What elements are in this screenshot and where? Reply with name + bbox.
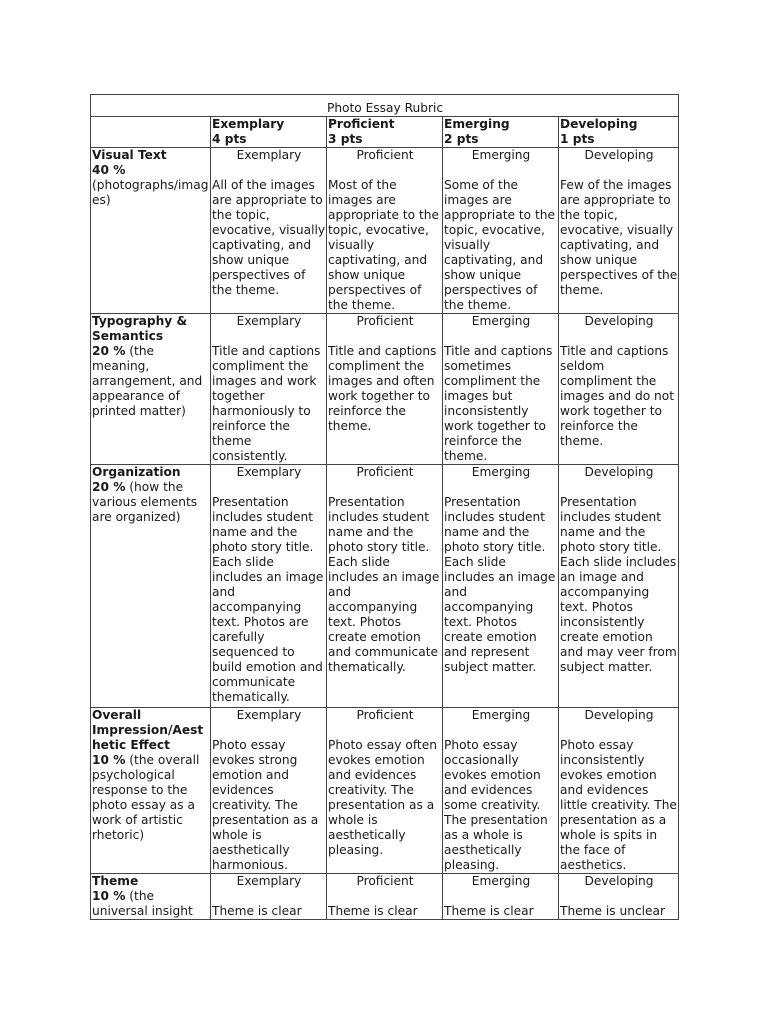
- cell-level-label: Exemplary: [236, 314, 302, 328]
- criterion-weight: 20 %: [92, 344, 126, 358]
- cell-description: Title and captions sometimes compliment the images but inconsistently work together to reinforce the theme.: [444, 344, 553, 463]
- cell-description: Presentation includes student name and the photo story title. Each slide includes an image and accompanying text. Photos inconsistently create emotion and may veer from subject matter.: [560, 495, 677, 674]
- cell-level-label: Developing: [584, 314, 654, 328]
- criterion-row-theme: [91, 874, 679, 920]
- level-points: 2 pts: [444, 132, 479, 146]
- level-name: Developing: [560, 117, 638, 131]
- rubric-cell: [559, 465, 679, 708]
- cell-description: Theme is clear: [328, 904, 418, 918]
- cell-description: Title and captions compliment the images and work together harmoniously to reinforce the theme consistently.: [212, 344, 321, 463]
- rubric-table: [90, 94, 679, 920]
- criterion-cell: [91, 148, 211, 314]
- cell-description: Presentation includes student name and the photo story title. Each slide includes an image and accompanying text. Photos are carefully sequenced to build emotion and communicate thematically.: [212, 495, 324, 704]
- level-points: 1 pts: [560, 132, 595, 146]
- criterion-cell: [91, 874, 211, 920]
- cell-level-label: Exemplary: [236, 708, 302, 722]
- criterion-description: (the meaning, arrangement, and appearance of printed matter): [92, 344, 203, 418]
- criterion-name: Organization: [92, 465, 181, 479]
- cell-description: Most of the images are appropriate to the topic, evocative, visually captivating, and show unique perspectives of the theme.: [328, 178, 440, 312]
- cell-level-label: Exemplary: [236, 148, 302, 162]
- cell-level-label: Emerging: [471, 708, 531, 722]
- cell-level-label: Developing: [584, 148, 654, 162]
- criterion-name: Visual Text: [92, 148, 167, 162]
- header-level-exemplary: [211, 117, 327, 148]
- rubric-cell: [559, 148, 679, 314]
- rubric-cell: [559, 314, 679, 465]
- rubric-cell: [211, 148, 327, 314]
- cell-description: Theme is clear: [444, 904, 534, 918]
- criterion-row-organization: [91, 465, 679, 708]
- criterion-description: (the overall psychological response to the photo essay as a work of artistic rhetoric): [92, 753, 200, 842]
- cell-description: Presentation includes student name and the photo story title. Each slide includes an image and accompanying text. Photos create emotion and communicate thematically.: [328, 495, 440, 674]
- cell-description: Title and captions seldom compliment the images and do not work together to reinforce the theme.: [560, 344, 675, 448]
- rubric-cell: [211, 708, 327, 874]
- cell-level-label: Proficient: [356, 465, 414, 479]
- level-points: 3 pts: [328, 132, 363, 146]
- rubric-cell: [211, 465, 327, 708]
- title-row: [91, 95, 679, 117]
- criterion-cell: [91, 314, 211, 465]
- cell-level-label: Emerging: [471, 148, 531, 162]
- cell-level-label: Proficient: [356, 708, 414, 722]
- rubric-cell: [559, 874, 679, 920]
- cell-description: Some of the images are appropriate to the topic, evocative, visually captivating, and show unique perspectives of the theme.: [444, 178, 556, 312]
- rubric-cell: [443, 874, 559, 920]
- criterion-description: (the universal insight: [92, 889, 193, 918]
- cell-description: All of the images are appropriate to the topic, evocative, visually captivating, and show unique perspectives of the theme.: [212, 178, 326, 297]
- rubric-cell: [443, 465, 559, 708]
- header-level-proficient: [327, 117, 443, 148]
- cell-level-label: Emerging: [471, 465, 531, 479]
- rubric-cell: [443, 708, 559, 874]
- criterion-weight: 40 %: [92, 163, 126, 177]
- cell-description: Title and captions compliment the images and often work together to reinforce the theme.: [328, 344, 437, 433]
- cell-level-label: Proficient: [356, 148, 414, 162]
- cell-level-label: Emerging: [471, 874, 531, 888]
- criterion-description: (how the various elements are organized): [92, 480, 198, 524]
- criterion-row-typography: [91, 314, 679, 465]
- rubric-cell: [327, 874, 443, 920]
- table-title: Photo Essay Rubric: [91, 95, 679, 117]
- criterion-row-overall-impression: [91, 708, 679, 874]
- cell-description: Theme is clear: [212, 904, 302, 918]
- rubric-cell: [327, 314, 443, 465]
- criterion-name: Typography & Semantics: [92, 314, 188, 343]
- cell-level-label: Proficient: [356, 314, 414, 328]
- cell-level-label: Emerging: [471, 314, 531, 328]
- cell-level-label: Exemplary: [236, 465, 302, 479]
- rubric-cell: [559, 708, 679, 874]
- criterion-weight: 20 %: [92, 480, 126, 494]
- rubric-cell: [327, 708, 443, 874]
- criterion-cell: [91, 465, 211, 708]
- criterion-cell: [91, 708, 211, 874]
- rubric-cell: [211, 874, 327, 920]
- criterion-description: (photographs/images): [92, 178, 209, 207]
- criterion-name: Theme: [92, 874, 139, 888]
- cell-level-label: Developing: [584, 708, 654, 722]
- cell-level-label: Developing: [584, 465, 654, 479]
- cell-description: Few of the images are appropriate to the topic, evocative, visually captivating, and show unique perspectives of the theme.: [560, 178, 678, 297]
- rubric-cell: [211, 314, 327, 465]
- cell-level-label: Developing: [584, 874, 654, 888]
- cell-description: Photo essay inconsistently evokes emotion and evidences little creativity. The presentation as a whole is spits in the face of aesthetics.: [560, 738, 677, 872]
- level-name: Emerging: [444, 117, 510, 131]
- header-blank-cell: [91, 117, 211, 148]
- level-name: Proficient: [328, 117, 395, 131]
- cell-description: Presentation includes student name and the photo story title. Each slide includes an image and accompanying text. Photos create emotion and represent subject matter.: [444, 495, 556, 674]
- rubric-cell: [443, 314, 559, 465]
- level-points: 4 pts: [212, 132, 247, 146]
- cell-level-label: Exemplary: [236, 874, 302, 888]
- header-row: [91, 117, 679, 148]
- cell-description: Photo essay often evokes emotion and evidences creativity. The presentation as a whole is aesthetically pleasing.: [328, 738, 437, 857]
- rubric-cell: [327, 465, 443, 708]
- criterion-name: Overall Impression/Aesthetic Effect: [92, 708, 204, 752]
- criterion-weight: 10 %: [92, 889, 126, 903]
- cell-description: Theme is unclear: [560, 904, 666, 918]
- rubric-cell: [443, 148, 559, 314]
- cell-description: Photo essay evokes strong emotion and evidences creativity. The presentation as a whole is aesthetically harmonious.: [212, 738, 319, 872]
- cell-description: Photo essay occasionally evokes emotion and evidences some creativity. The presentation as a whole is aesthetically pleasing.: [444, 738, 548, 872]
- header-level-emerging: [443, 117, 559, 148]
- criterion-row-visual-text: [91, 148, 679, 314]
- cell-level-label: Proficient: [356, 874, 414, 888]
- level-name: Exemplary: [212, 117, 285, 131]
- rubric-cell: [327, 148, 443, 314]
- header-level-developing: [559, 117, 679, 148]
- criterion-weight: 10 %: [92, 753, 126, 767]
